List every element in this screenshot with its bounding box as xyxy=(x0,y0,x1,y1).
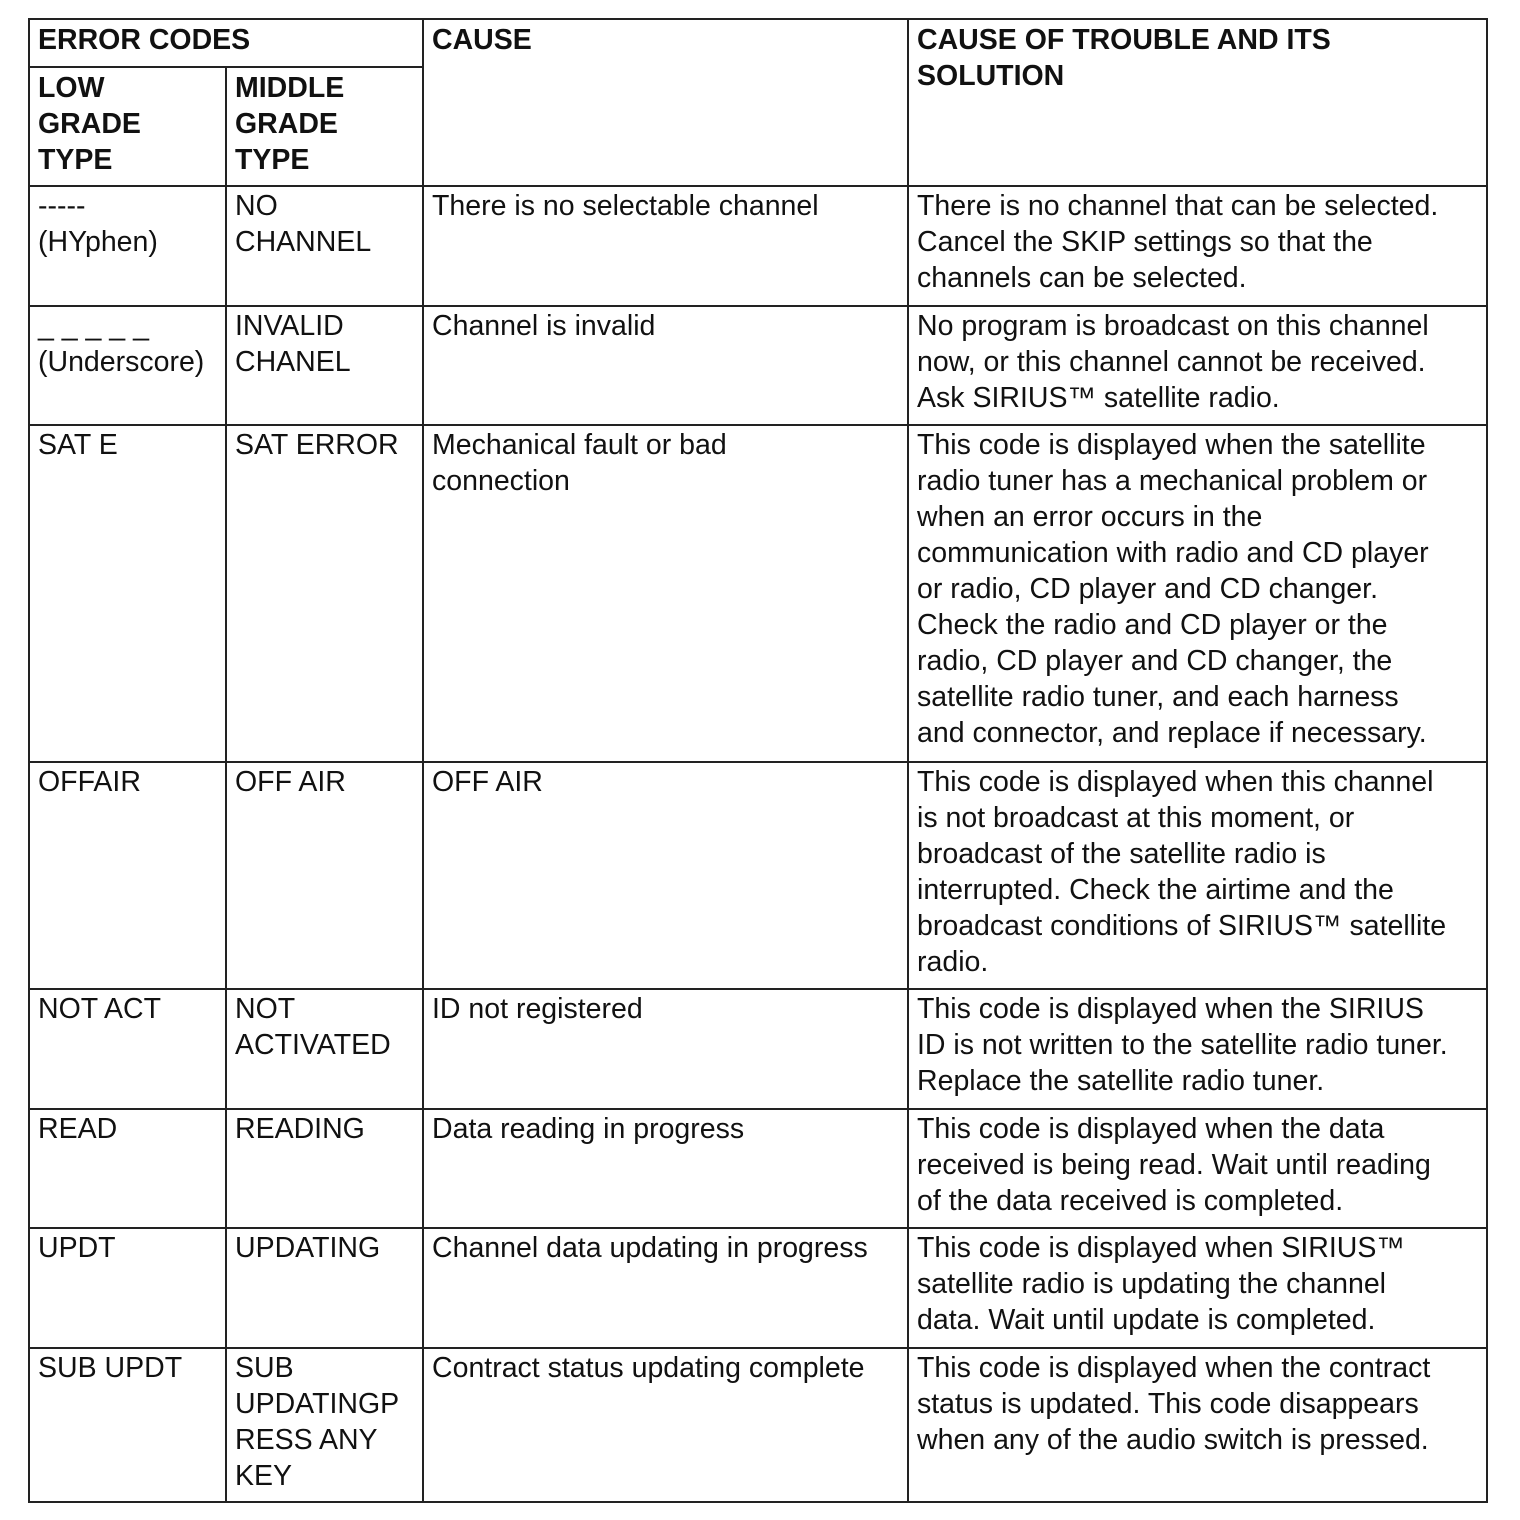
low-grade-code: SAT E xyxy=(29,425,226,762)
middle-grade-code: NOT ACTIVATED xyxy=(226,989,423,1109)
low-grade-code: READ xyxy=(29,1109,226,1228)
header-middle-grade-type: MIDDLE GRADE TYPE xyxy=(226,67,423,186)
middle-grade-code: SAT ERROR xyxy=(226,425,423,762)
header-low-grade-type: LOW GRADE TYPE xyxy=(29,67,226,186)
low-grade-code: NOT ACT xyxy=(29,989,226,1109)
low-grade-code: OFFAIR xyxy=(29,762,226,989)
low-grade-code: ----- (HYphen) xyxy=(29,186,226,306)
cause-text: There is no selectable channel xyxy=(423,186,908,306)
cause-text: ID not registered xyxy=(423,989,908,1109)
solution-text: No program is broadcast on this channel now, or this channel cannot be received. Ask SIRIUS™ satellite radio. xyxy=(908,306,1487,425)
cause-text: Contract status updating complete xyxy=(423,1348,908,1502)
solution-text: This code is displayed when the contract status is updated. This code disappears when any of the audio switch is pressed. xyxy=(908,1348,1487,1502)
middle-grade-code: READING xyxy=(226,1109,423,1228)
table-row xyxy=(29,1348,1487,1502)
cause-text: Data reading in progress xyxy=(423,1109,908,1228)
table-row xyxy=(29,1109,1487,1228)
table-row xyxy=(29,306,1487,425)
middle-grade-code: NO CHANNEL xyxy=(226,186,423,306)
table-row xyxy=(29,762,1487,989)
middle-grade-code: INVALID CHANEL xyxy=(226,306,423,425)
middle-grade-code: SUB UPDATINGP RESS ANY KEY xyxy=(226,1348,423,1502)
table-row xyxy=(29,989,1487,1109)
middle-grade-code: UPDATING xyxy=(226,1228,423,1348)
solution-text: There is no channel that can be selected. Cancel the SKIP settings so that the channels can be selected. xyxy=(908,186,1487,306)
cause-text: Mechanical fault or bad connection xyxy=(423,425,908,762)
solution-text: This code is displayed when the SIRIUS ID is not written to the satellite radio tuner. Replace the satellite radio tuner. xyxy=(908,989,1487,1109)
low-grade-code: SUB UPDT xyxy=(29,1348,226,1502)
header-trouble-solution: CAUSE OF TROUBLE AND ITS SOLUTION xyxy=(908,19,1487,186)
table-row xyxy=(29,186,1487,306)
solution-text: This code is displayed when this channel is not broadcast at this moment, or broadcast of the satellite radio is interrupted. Check the airtime and the broadcast conditions of SIRIUS™ satellite radio. xyxy=(908,762,1487,989)
solution-text: This code is displayed when SIRIUS™ satellite radio is updating the channel data. Wait until update is completed. xyxy=(908,1228,1487,1348)
cause-text: OFF AIR xyxy=(423,762,908,989)
low-grade-code: UPDT xyxy=(29,1228,226,1348)
low-grade-code: _ _ _ _ _ (Underscore) xyxy=(29,306,226,425)
header-row xyxy=(29,19,1487,67)
error-codes-table xyxy=(28,18,1488,1503)
table-row xyxy=(29,425,1487,762)
header-error-codes: ERROR CODES xyxy=(29,19,423,67)
cause-text: Channel data updating in progress xyxy=(423,1228,908,1348)
middle-grade-code: OFF AIR xyxy=(226,762,423,989)
header-cause: CAUSE xyxy=(423,19,908,186)
table-row xyxy=(29,1228,1487,1348)
solution-text: This code is displayed when the satellite radio tuner has a mechanical problem or when an error occurs in the communication with radio and CD player or radio, CD player and CD changer. Check the radio and CD player or the radio, CD player and CD changer, the satellite radio tuner, and each harness and connector, and replace if necessary. xyxy=(908,425,1487,762)
solution-text: This code is displayed when the data received is being read. Wait until reading of the data received is completed. xyxy=(908,1109,1487,1228)
cause-text: Channel is invalid xyxy=(423,306,908,425)
